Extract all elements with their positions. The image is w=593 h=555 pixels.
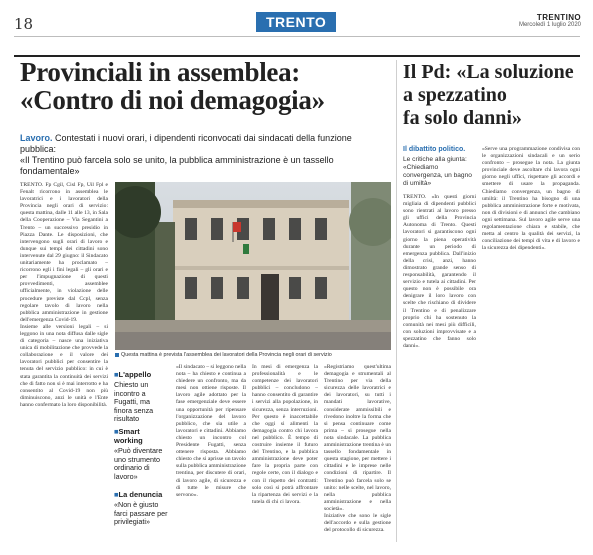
quote-box-2 (114, 427, 169, 481)
quote-box-1 (114, 370, 169, 424)
main-col2-para-2: Iniziative che sono le sigle dell'accordo e sulla gestione del protocollo di sicurezza. (324, 512, 391, 534)
side-intro: Le critiche alla giunta: «Chiediamo convergenza, un bagno di umiltà» (403, 156, 472, 187)
side-col1-text: TRENTO. «In questi giorni migliaia di dipendenti pubblici sono rientrati al lavoro presso gli uffici della Provincia Autonoma di Trento. Questi lavoratori si garantiscono ogni giorno la piena operatività durante un periodo di emergenza pubblica. Dall'inizio della crisi, anzi, hanno dimostrato grande senso di responsabilità, garantendo il servizio e tutela ai cittadini. Per questo non è possibile ora denigrare il loro lavoro con scelte che rischiano di dividere il Trentino e di penalizzare proprio chi ha sostenuto la comunità nei mesi più difficili, con soluzioni improvvisate e a spezzatino che fanno solo danni». (403, 194, 476, 349)
section-label: TRENTO (256, 12, 336, 32)
caption-marker-icon (115, 353, 119, 357)
page-number: 18 (14, 15, 34, 33)
header-rule (14, 36, 580, 37)
main-headline-line-2: «Contro di noi demagogia» (20, 85, 325, 115)
side-headline-line-3: fa solo danni» (403, 107, 522, 129)
lead-line-2: «Il Trentino può farcela solo se unito, la pubblica amministrazione è un tassello fondamentale» (20, 155, 334, 176)
main-body-column-1 (20, 182, 108, 542)
quote-box-3 (114, 490, 169, 527)
lead-kicker: Lavoro. (20, 133, 53, 143)
side-headline-line-2: a spezzatino (403, 84, 507, 106)
quote-marker-icon: ■ (114, 427, 119, 436)
main-body-column-2 (324, 364, 391, 542)
issue-date: Mercoledì 1 luglio 2020 (518, 22, 581, 28)
quote-2-head: Smart working (114, 427, 143, 445)
main-col2-para-1: «Registriamo quest'ultima demagogia e strumentali al Trentino per via della sicurezza delle lavoratrici e dei lavoratori, su tutti i mandati lavorative, considerate ammissibili e rivedono inoltre la forma che si pensa continuare come prima – si prosegue nella nota sindacale. La pubblica amministrazione trentina è un tassello fondamentale in questa stagione, per mettere i cittadini e le imprese nelle condizioni di ripartire. Il Trentino può farcela solo se unito: nelle scelte, nel lavoro, nella pubblica amministrazione e nella società». (324, 364, 391, 512)
building-photo (115, 182, 391, 350)
main-col1-para-1: TRENTO. Fp Cgil, Cisl Fp, Uil Fpl e Fenalt ricorrono in assemblea le lavoratrici e i lavoratori della Provincia negli orari di servizio: questa mattina, dalle 11 alle 13, in Sala della Cooperazione – Via Segantini a Trento – un successivo presidio in Piazza Dante. Le disposizioni, che intervengono sugli orari di lavoro e dunque sui tempi dei cittadini sono intervenute dal 29 giugno: il Sindacato unitariamente ha proclamato – ricorrono egli i fini legali – gli orari e per l'impugnazione di questi provvedimenti, assemblee ufficialmente, in violazione delle procedure previste dal Ccpl, senza regolare tavolo di lavoro nella pubblica amministrazione in gestione dell'emergenza Covid-19. (20, 182, 108, 323)
main-headline-line-1: Provinciali in assemblea: (20, 57, 300, 87)
quote-marker-icon: ■ (114, 490, 119, 499)
main-body-column-3 (176, 364, 246, 542)
main-body-column-4 (252, 364, 318, 542)
side-kicker: Il dibattito politico. (403, 146, 466, 153)
main-col4-text: In mesi di emergenza la professionalità e le competenze dei lavoratori pubblici – concludono – hanno consentito di garantire i servizi alla popolazione, in sicurezza, senza interruzioni. Per questo è inaccettabile che oggi si alimenti la demagogia contro chi lavora nel pubblico. È tempo di costruire insieme il futuro del Trentino, e la pubblica amministrazione deve poter fare la propria parte con regole certe, con il dialogo e con il rispetto dei contratti: solo così si potrà affrontare la ripartenza dei servizi e la tutela di chi ci lavora. (252, 364, 318, 505)
photo-caption (115, 352, 391, 358)
quote-marker-icon: ■ (114, 370, 119, 379)
main-col3-text: «Il sindacato – si leggono nella nota – ha chiesto e continua a chiedere un confronto, ma da mesi non ottiene risposte. Il lavoro agile adottato per la fase emergenziale deve essere una opportunità per ripensare l'organizzazione del lavoro pubblico, che sia utile a lavoratori e cittadini. Abbiamo chiesto un incontro col Presidente Fugatti, senza ottenere risposta. Abbiamo chiesto che si aprisse un tavolo sulla pubblica amministrazione trentina, per discutere di orari, di lavoro agile, di sicurezza e di tutte le misure che servono». (176, 364, 246, 498)
quote-3-head: La denuncia (118, 490, 163, 499)
caption-text: Questa mattina è prevista l'assemblea dei lavoratori della Provincia negli orari di servizio (121, 352, 332, 358)
quote-2-text: «Può diventare uno strumento ordinario di lavoro» (114, 446, 163, 481)
side-headline-line-1: Il Pd: «La soluzione (403, 61, 574, 83)
newspaper-name: TRENTINO (536, 13, 581, 22)
side-headline (403, 61, 581, 130)
side-body-column-1 (403, 194, 476, 542)
quote-3-text: «Non è giusto farci passare per privilegiati» (114, 500, 168, 527)
main-lead (20, 133, 390, 177)
side-col2-text: «Serve una programmazione condivisa con le organizzazioni sindacali e un serio confronto – prosegue la nota. La giunta provinciale deve ascoltare chi lavora ogni giorno negli uffici, rispettare gli accordi e smettere di usare la propaganda. Chiediamo convergenza, un bagno di umiltà: il Trentino ha bisogno di una pubblica amministrazione forte e motivata, non di divisioni e di annunci che cambiano ogni settimana. Sul lavoro agile serve una regolamentazione chiara e stabile, che metta al centro la qualità dei servizi, la conciliazione dei tempi di vita e di lavoro e la sicurezza dei dipendenti». (482, 146, 580, 252)
column-divider (396, 60, 397, 542)
provincia-building-image (115, 182, 391, 350)
masthead (519, 13, 581, 28)
quote-1-text: Chiesto un incontro a Fugatti, ma finora senza risultato (114, 380, 154, 424)
quote-1-head: L'appello (118, 370, 152, 379)
side-body-column-2 (482, 146, 580, 542)
main-headline (20, 58, 390, 114)
main-col1-para-2: Insieme alle versioni legali – si leggono in una nota diffusa dalle sigle di categoria – nasce una iniziativa unica di mobilitazione che provvede la collaborazione e il valore dei lavoratori pubblici per consentire la tenuta del servizio pubblico: in cui è stata garantita la continuità dei servizi che di fatto non si è mai interrotto e ha consentito al Covid-19 non più diminuiscono, anzi le unità e l'Ente hanno confermato la loro disponibilità. (20, 323, 108, 408)
lead-line-1: Contestati i nuovi orari, i dipendenti riconvocati dai sindacati della funzione pubblica: (20, 133, 352, 154)
